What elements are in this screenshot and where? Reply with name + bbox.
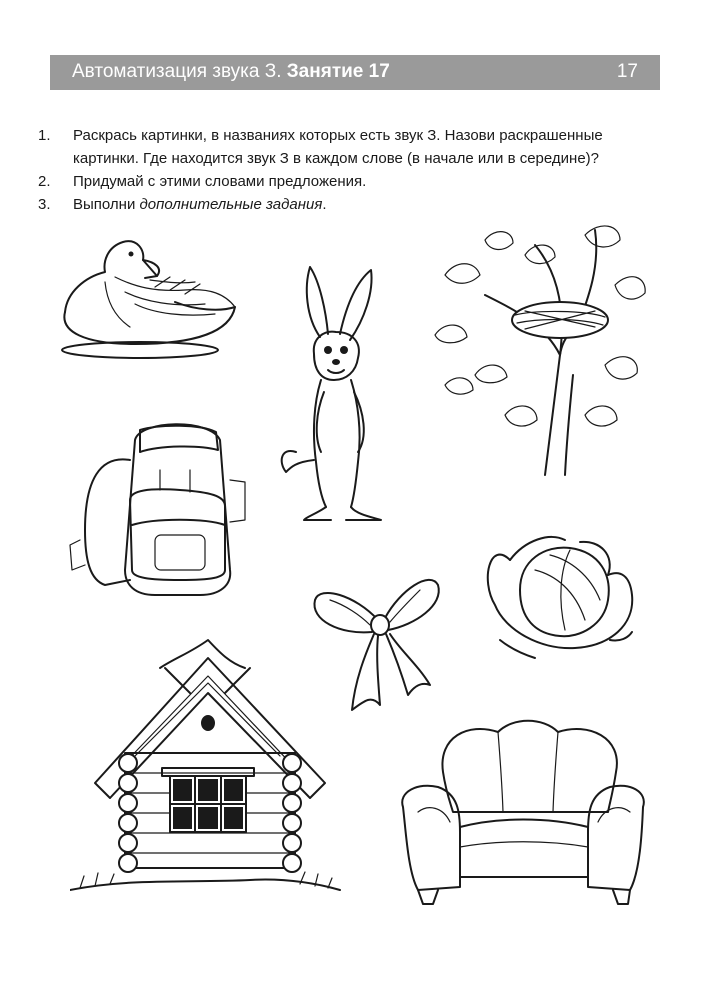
backpack-picture bbox=[60, 410, 260, 610]
duck-picture bbox=[45, 232, 245, 360]
hare-picture bbox=[276, 262, 396, 537]
instruction-text bbox=[73, 193, 658, 216]
cabbage-picture bbox=[480, 520, 640, 665]
instruction-text-plain: Выполни bbox=[73, 196, 136, 213]
instruction-item-2 bbox=[38, 170, 658, 193]
tree-nest-picture bbox=[425, 215, 650, 480]
instruction-item-3 bbox=[38, 193, 658, 216]
instruction-text-italic: дополнительные задания bbox=[139, 196, 323, 213]
page-title bbox=[72, 61, 390, 83]
header-bar bbox=[50, 55, 660, 90]
instruction-text-end: . bbox=[322, 196, 327, 213]
title-regular: Автоматизация звука З. bbox=[72, 61, 282, 82]
instruction-item-1 bbox=[38, 124, 658, 170]
page-number: 17 bbox=[616, 61, 638, 82]
instruction-number: 2. bbox=[38, 173, 51, 190]
house-picture bbox=[70, 628, 345, 918]
instruction-number: 1. bbox=[38, 127, 51, 144]
instruction-text: Раскрась картинки, в названиях которых есть звук З. Назови раскрашенные картинки. Где находится звук З в каждом слове (в начале или в середине)? bbox=[73, 127, 603, 167]
instruction-number: 3. bbox=[38, 196, 51, 213]
instructions-list bbox=[38, 124, 658, 216]
title-bold: Занятие 17 bbox=[286, 61, 390, 82]
instruction-text: Придумай с этими словами предложения. bbox=[73, 173, 367, 190]
sofa-picture bbox=[398, 712, 650, 912]
